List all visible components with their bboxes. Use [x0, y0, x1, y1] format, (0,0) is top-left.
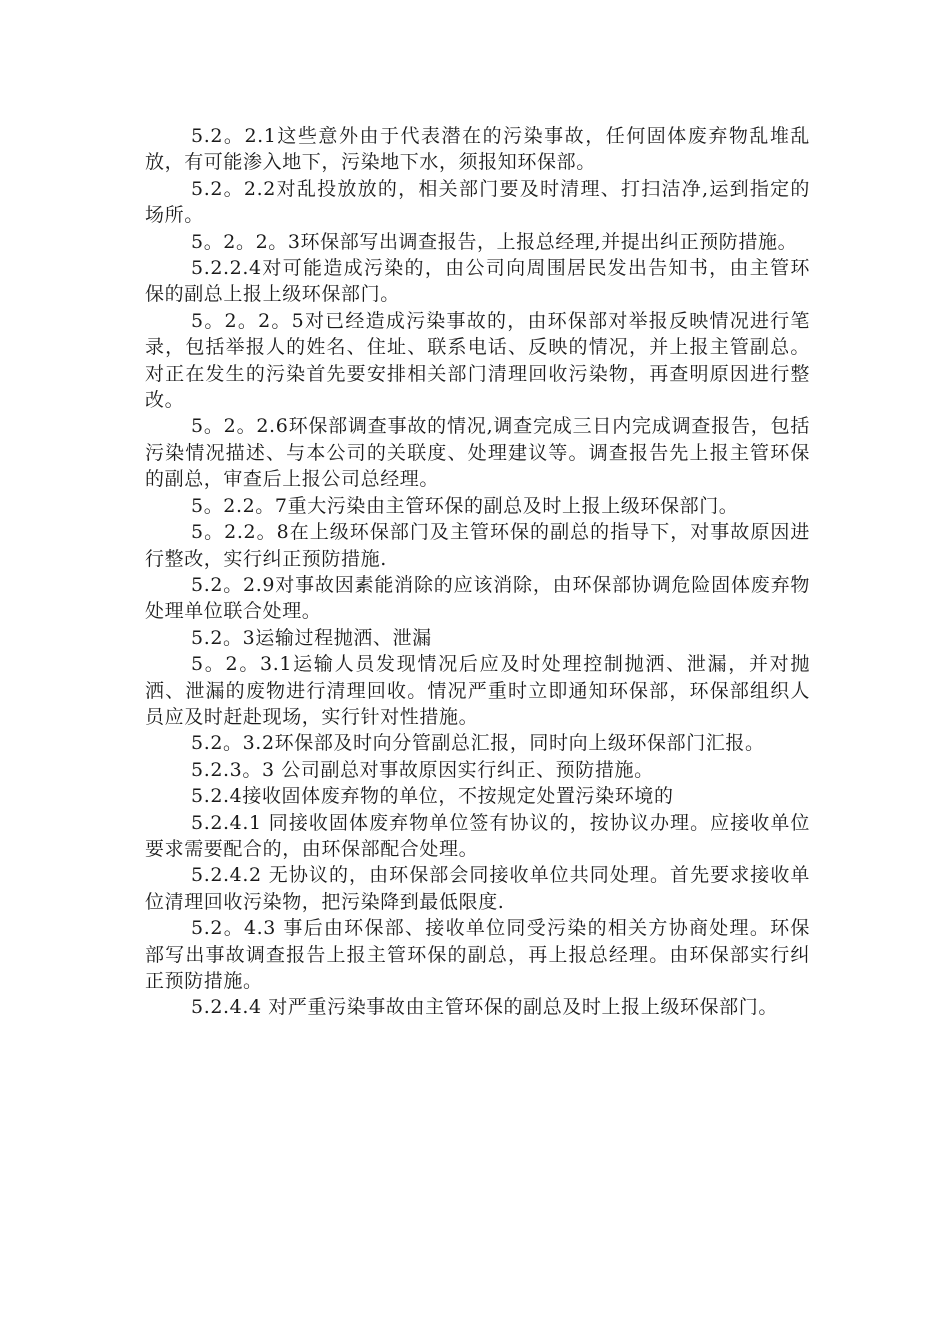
paragraph-5-2-3-3: 5.2.3。3 公司副总对事故原因实行纠正、预防措施。: [191, 758, 654, 781]
paragraph-5-2-2-9: 5.2。2.9对事故因素能消除的应该消除，由环保部协调危险固体废弃物处理单位联合处理。: [145, 573, 810, 623]
section-heading-5-2-4: 5.2.4接收固体废弃物的单位，不按规定处置污染环境的: [191, 785, 674, 808]
paragraph-5-2-2-2: 5.2。2.2对乱投放放的，相关部门要及时清理、打扫洁净,运到指定的场所。: [145, 177, 810, 227]
paragraph-5-2-4-3: 5.2。4.3 事后由环保部、接收单位同受污染的相关方协商处理。环保部写出事故调查报告上报主管环保的副总，再上报总经理。由环保部实行纠正预防措施。: [145, 917, 810, 992]
document-body: [145, 123, 810, 1021]
paragraph-5-2-4-4: 5.2.4.4 对严重污染事故由主管环保的副总及时上报上级环保部门。: [191, 996, 778, 1019]
paragraph-5-2-2-3: 5。2。2。3环保部写出调查报告，上报总经理,并提出纠正预防措施。: [191, 230, 798, 253]
paragraph-5-2-4-2: 5.2.4.2 无协议的，由环保部会同接收单位共同处理。首先要求接收单位清理回收污染物，把污染降到最低限度.: [145, 864, 810, 913]
paragraph-5-2-2-7: 5。2.2。7重大污染由主管环保的副总及时上报上级环保部门。: [191, 494, 739, 517]
paragraph-5-2-3-1: 5。2。3.1运输人员发现情况后应及时处理控制抛洒、泄漏，并对抛洒、泄漏的废物进行清理回收。情况严重时立即通知环保部，环保部组织人员应及时赶赴现场，实行针对性措施。: [145, 653, 810, 728]
paragraph-5-2-2-5: 5。2。2。5对已经造成污染事故的，由环保部对举报反映情况进行笔录，包括举报人的姓名、住址、联系电话、反映的情况，并上报主管副总。对正在发生的污染首先要安排相关部门清理回收污染物，再查明原因进行整改。: [145, 309, 810, 412]
paragraph-5-2-2-1: 5.2。2.1这些意外由于代表潜在的污染事故，任何固体废弃物乱堆乱放，有可能渗入地下，污染地下水，须报知环保部。: [145, 125, 810, 174]
paragraph-5-2-2-4: 5.2.2.4对可能造成污染的，由公司向周围居民发出告知书，由主管环保的副总上报上级环保部门。: [145, 257, 810, 306]
paragraph-5-2-2-8: 5。2.2。8在上级环保部门及主管环保的副总的指导下，对事故原因进行整改，实行纠正预防措施.: [145, 521, 810, 570]
paragraph-5-2-2-6: 5。2。2.6环保部调查事故的情况,调查完成三日内完成调查报告，包括污染情况描述、与本公司的关联度、处理建议等。调查报告先上报主管环保的副总，审查后上报公司总经理。: [145, 415, 810, 491]
paragraph-5-2-4-1: 5.2.4.1 同接收固体废弃物单位签有协议的，按协议办理。应接收单位要求需要配合的，由环保部配合处理。: [145, 811, 810, 860]
paragraph-5-2-3-2: 5.2。3.2环保部及时向分管副总汇报，同时向上级环保部门汇报。: [191, 732, 765, 755]
section-heading-5-2-3: 5.2。3运输过程抛洒、泄漏: [191, 626, 432, 649]
